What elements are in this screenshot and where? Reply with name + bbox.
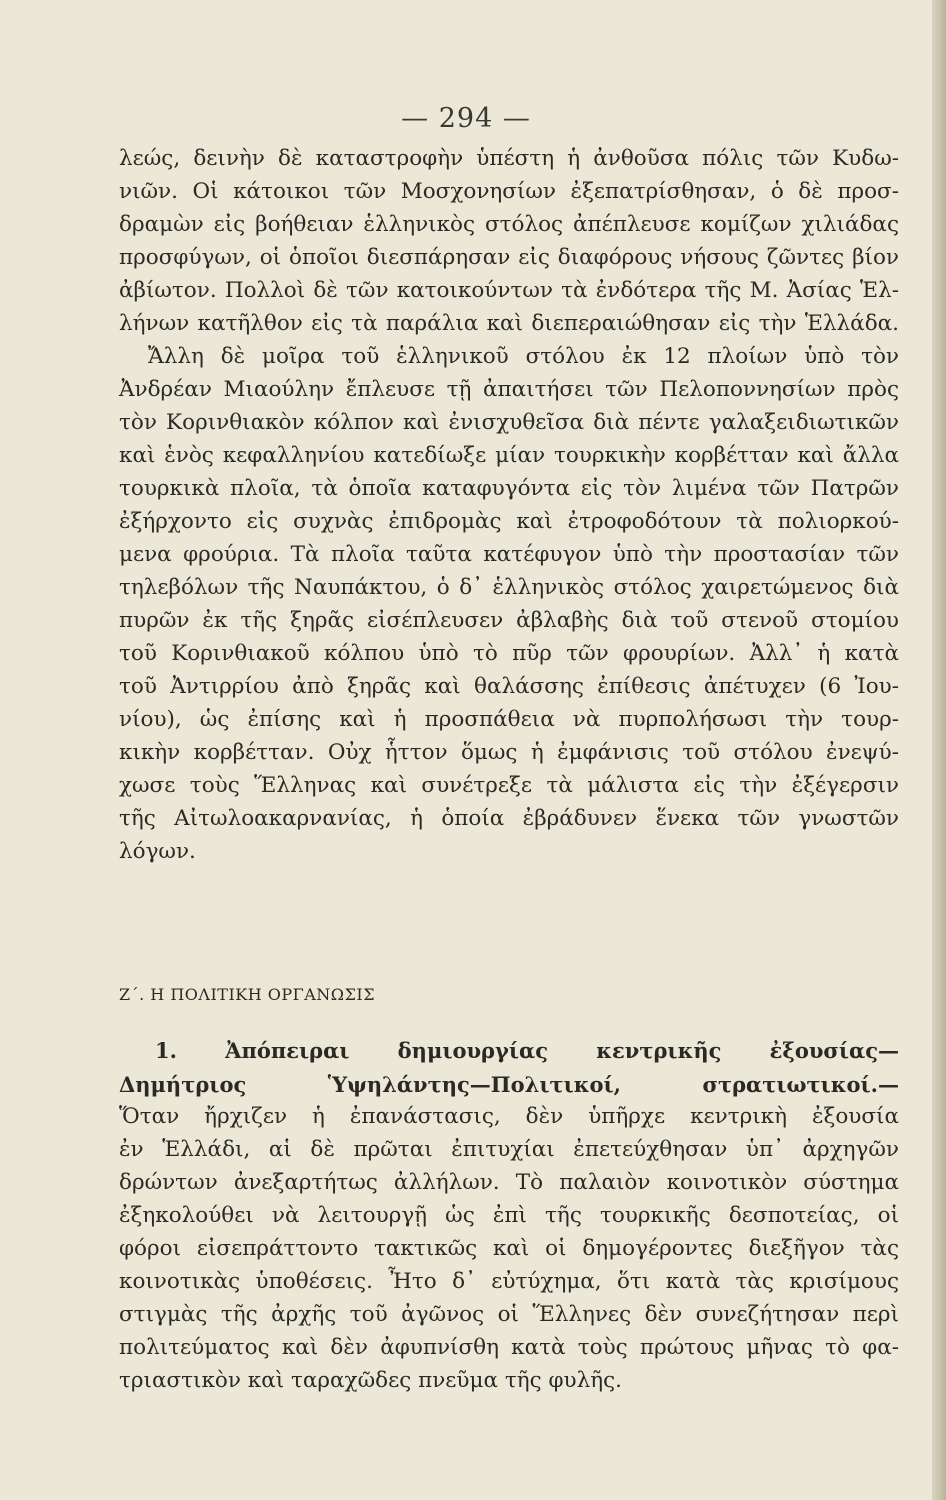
text-line: τουρκικὰ πλοῖα, τὰ ὁποῖα καταφυγόντα εἰς τὸν λιμένα τῶν Πατρῶν: [119, 476, 899, 501]
text-line: φόροι εἰσεπράττοντο τακτικῶς καὶ οἱ δημογέροντες διεξῆγον τὰς: [119, 1236, 899, 1261]
text-line: μενα φρούρια. Τὰ πλοῖα ταῦτα κατέφυγον ὑπὸ τὴν προστασίαν τῶν: [119, 542, 899, 567]
text-line: ἐξηκολούθει νὰ λειτουργῇ ὡς ἐπὶ τῆς τουρκικῆς δεσποτείας, οἱ: [119, 1203, 899, 1228]
text-line: κικὴν κορβέτταν. Οὐχ ἧττον ὅμως ἡ ἐμφάνισις τοῦ στόλου ἐνεψύ-: [119, 740, 899, 765]
text-line: τηλεβόλων τῆς Ναυπάκτου, ὁ δ᾽ ἑλληνικὸς στόλος χαιρετώμενος διὰ: [119, 575, 899, 600]
page-edge: [932, 0, 946, 1500]
text-line: νίου), ὡς ἐπίσης καὶ ἡ προσπάθεια νὰ πυρπολήσωσι τὴν τουρ-: [119, 707, 899, 732]
text-line: πολιτεύματος καὶ δὲν ἀφυπνίσθη κατὰ τοὺς πρώτους μῆνας τὸ φα-: [119, 1335, 899, 1360]
text-line: Ὅταν ἤρχιζεν ἡ ἐπανάστασις, δὲν ὑπῆρχε κεντρικὴ ἐξουσία: [119, 1104, 899, 1129]
text-line: λεώς, δεινὴν δὲ καταστροφὴν ὑπέστη ἡ ἀνθοῦσα πόλις τῶν Κυδω-: [119, 146, 899, 171]
text-line: πυρῶν ἐκ τῆς ξηρᾶς εἰσέπλευσεν ἀβλαβὴς διὰ τοῦ στενοῦ στομίου: [119, 608, 899, 633]
text-line: ἐξήρχοντο εἰς συχνὰς ἐπιδρομὰς καὶ ἐτροφοδότουν τὰ πολιορκού-: [119, 509, 899, 534]
text-line: Ἄλλη δὲ μοῖρα τοῦ ἑλληνικοῦ στόλου ἐκ 12 πλοίων ὑπὸ τὸν: [148, 344, 899, 369]
subsection-heading: Δημήτριος Ὑψηλάντης—Πολιτικοί, στρατιωτικοί.—: [119, 1072, 899, 1097]
text-line: τοῦ Κορινθιακοῦ κόλπου ὑπὸ τὸ πῦρ τῶν φρουρίων. Ἀλλ᾽ ἡ κατὰ: [119, 641, 899, 666]
text-line: τριαστικὸν καὶ ταραχῶδες πνεῦμα τῆς φυλῆς.: [119, 1368, 622, 1393]
subsection-heading: 1. Ἀπόπειραι δημιουργίας κεντρικῆς ἐξουσίας—: [155, 1038, 899, 1063]
text-line: δρώντων ἀνεξαρτήτως ἀλλήλων. Τὸ παλαιὸν κοινοτικὸν σύστημα: [119, 1170, 899, 1195]
text-line: λόγων.: [119, 839, 196, 864]
text-line: τοῦ Ἀντιρρίου ἀπὸ ξηρᾶς καὶ θαλάσσης ἐπίθεσις ἀπέτυχεν (6 Ἰου-: [119, 674, 899, 699]
text-line: Ἀνδρέαν Μιαούλην ἔπλευσε τῇ ἀπαιτήσει τῶν Πελοποννησίων πρὸς: [119, 377, 899, 402]
text-line: ἐν Ἑλλάδι, αἱ δὲ πρῶται ἐπιτυχίαι ἐπετεύχθησαν ὑπ᾽ ἀρχηγῶν: [119, 1137, 899, 1162]
text-line: ἀβίωτον. Πολλοὶ δὲ τῶν κατοικούντων τὰ ἐνδότερα τῆς Μ. Ἀσίας Ἑλ-: [119, 278, 899, 303]
text-line: κοινοτικὰς ὑποθέσεις. Ἦτο δ᾽ εὐτύχημα, ὅτι κατὰ τὰς κρισίμους: [119, 1269, 899, 1294]
text-line: τὸν Κορινθιακὸν κόλπον καὶ ἐνισχυθεῖσα διὰ πέντε γαλαξειδιωτικῶν: [119, 410, 899, 435]
section-title: Ζ΄. Η ΠΟΛΙΤΙΚΗ ΟΡΓΑΝΩΣΙΣ: [119, 985, 376, 1004]
page-number: — 294 —: [401, 103, 531, 134]
text-line: τῆς Αἰτωλοακαρνανίας, ἡ ὁποία ἐβράδυνεν ἕνεκα τῶν γνωστῶν: [119, 806, 899, 831]
text-line: λήνων κατῆλθον εἰς τὰ παράλια καὶ διεπεραιώθησαν εἰς τὴν Ἑλλάδα.: [119, 311, 899, 336]
text-line: χωσε τοὺς Ἕλληνας καὶ συνέτρεξε τὰ μάλιστα εἰς τὴν ἐξέγερσιν: [119, 773, 899, 798]
text-line: νιῶν. Οἱ κάτοικοι τῶν Μοσχονησίων ἐξεπατρίσθησαν, ὁ δὲ προσ-: [119, 179, 899, 204]
text-line: προσφύγων, οἱ ὁποῖοι διεσπάρησαν εἰς διαφόρους νήσους ζῶντες βίον: [119, 245, 899, 270]
text-line: δραμὼν εἰς βοήθειαν ἑλληνικὸς στόλος ἀπέπλευσε κομίζων χιλιάδας: [119, 212, 899, 237]
text-line: στιγμὰς τῆς ἀρχῆς τοῦ ἀγῶνος οἱ Ἕλληνες δὲν συνεζήτησαν περὶ: [119, 1302, 899, 1327]
text-line: καὶ ἑνὸς κεφαλληνίου κατεδίωξε μίαν τουρκικὴν κορβέτταν καὶ ἄλλα: [119, 443, 899, 468]
